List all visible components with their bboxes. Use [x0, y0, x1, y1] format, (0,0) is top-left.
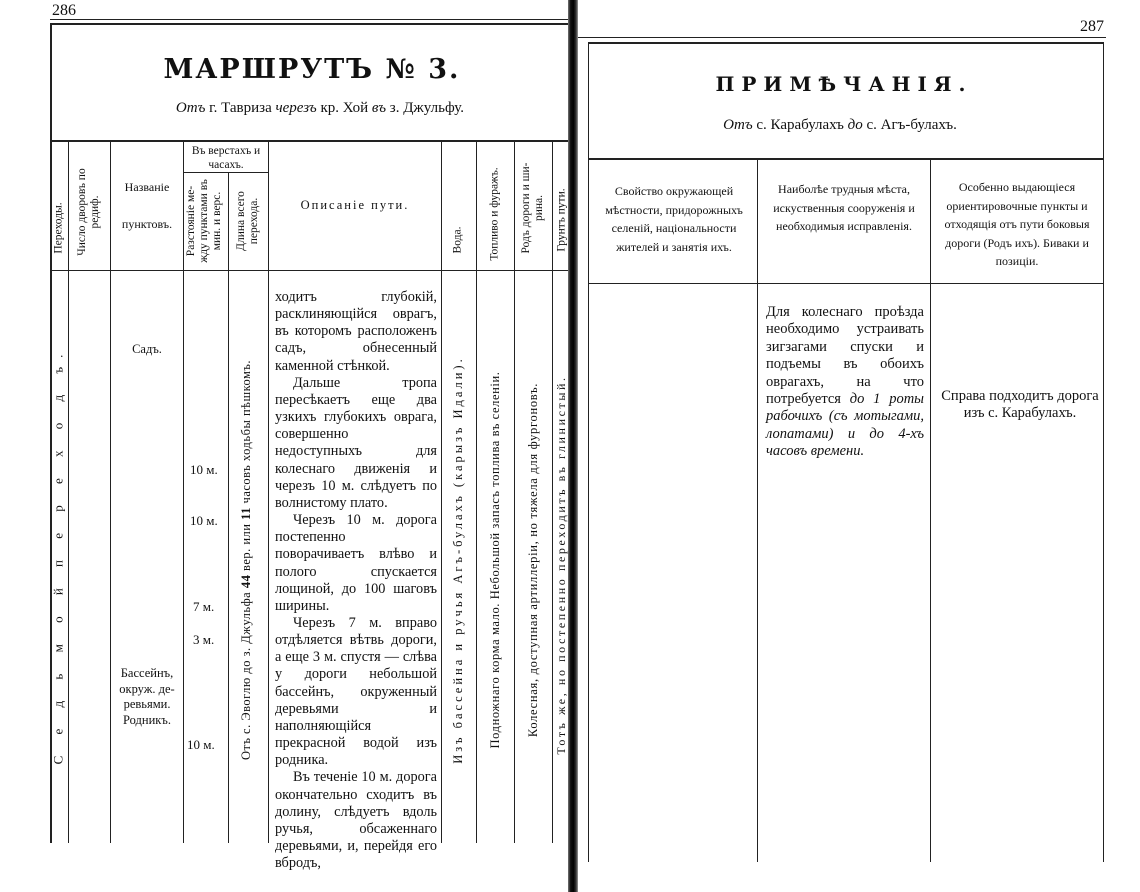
- point-pool: Бассейнъ, окруж. де- ревьями. Родникъ.: [119, 666, 175, 727]
- right-frame-right: [1103, 42, 1104, 862]
- distance-value: 10 м.: [190, 513, 218, 528]
- description-paragraph: ходитъ глубокій, расклиняющійся оврагъ, въ которомъ расположенъ садъ, обнесенный каменной стѣнкой.: [275, 289, 437, 374]
- header-distance-between: Разстояніе ме- жду пунктами въ мин. и верс.: [185, 179, 224, 263]
- col-sep: [68, 140, 69, 843]
- header-total-length: Длина всего перехода.: [234, 191, 260, 251]
- route-subtitle: Отъ г. Тавриза черезъ кр. Хой въ з. Джульфу.: [175, 100, 465, 116]
- description-paragraph: Въ теченіе 10 м. дорога окончательно сходитъ въ долину, слѣдуетъ вдоль ручья, обсаженнаго деревьями, и, перейдя его вбродъ,: [275, 769, 437, 872]
- route-description: [275, 289, 437, 872]
- col-sep: [476, 140, 477, 843]
- col-sep: [441, 140, 442, 843]
- notes-subtitle: Отъ с. Карабулахъ до с. Агъ-булахъ.: [723, 117, 957, 133]
- left-top-rule-2: [50, 23, 568, 25]
- description-paragraph: Черезъ 10 м. дорога постепенно поворачиваетъ влѣво и полого спускается лощиной, до 100 шаговъ ширины.: [275, 512, 437, 614]
- notable-note: Справа подходитъ дорога изъ с. Карабулахъ.: [941, 388, 1099, 422]
- right-page-number: 287: [1080, 18, 1104, 35]
- header-soil: Грунтъ пути.: [555, 188, 568, 252]
- header-terrain: Свойство окружающей мѣстности, придорожныхъ селеній, національности жителей и занятія ихъ.: [605, 184, 743, 254]
- header-households: Число дворовъ по редиф.: [75, 168, 101, 256]
- header-water: Вода.: [451, 226, 464, 254]
- header-fuel-forage: Топливо и фуражъ.: [488, 167, 501, 261]
- crossing-label: С е д ь м о й п е р е х о д ъ.: [50, 345, 66, 765]
- route-title: МАРШРУТЪ № 3.: [163, 54, 461, 85]
- left-top-rule: [50, 19, 568, 20]
- col-sep: [228, 172, 229, 843]
- right-frame-left: [588, 42, 589, 862]
- left-page-number: 286: [52, 2, 76, 19]
- col-sep: [930, 158, 931, 862]
- distance-value: 7 м.: [193, 599, 215, 614]
- right-top-rule-2: [588, 42, 1104, 44]
- road-text: Колесная, доступная артиллеріи, но тяжела для фургоновъ.: [525, 382, 540, 738]
- notes-header-bottom-rule: [588, 283, 1104, 284]
- header-route-description: Описаніе пути.: [300, 198, 410, 212]
- water-text: Изъ бассейна и ручья Агъ-булахъ (карызъ Идали).: [450, 356, 465, 764]
- col-sep: [757, 158, 758, 862]
- col-sep: [552, 140, 553, 843]
- fuel-text: Подножнаго корма мало. Небольшой запасъ топлива въ селеніи.: [487, 371, 502, 749]
- col-sep: [183, 140, 184, 843]
- description-paragraph: Дальше тропа пересѣкаетъ еще два узкихъ глубокихъ оврага, совершенно недоступныхъ для колеснаго движенія и черезъ 10 м. слѣдуетъ по волнистому плато.: [275, 374, 437, 511]
- description-paragraph: Черезъ 7 м. вправо отдѣляется вѣтвь дороги, а еще 3 м. спустя — слѣва у дороги небольшой бассейнъ, окруженный деревьями и наполняющійся прекрасной водой изъ родника.: [275, 614, 437, 769]
- table-top-rule: [50, 140, 568, 142]
- header-road-type: Родъ дороги и ши- рина.: [519, 162, 545, 254]
- point-garden: Садъ.: [132, 342, 162, 356]
- header-difficult: Наиболѣе трудныя мѣста, искуственныя сооруженія и необходимыя исправленія.: [773, 182, 915, 234]
- book-gutter: [568, 0, 578, 892]
- header-versts-group: Въ верстахъ и часахъ.: [191, 145, 261, 172]
- header-point-name: Названіе пунктовъ.: [121, 180, 173, 231]
- difficult-note: Для колеснаго проѣзда необходимо устраивать зигзагами спуски и подъемы въ обоихъ оврагахъ, на что потребуется до 1 роты рабочихъ (съ мотыгами, лопатами) и до 4-хъ часовъ времени.: [766, 304, 924, 460]
- notes-table-top-rule: [588, 158, 1104, 160]
- table-header-bottom-rule: [50, 270, 568, 271]
- distance-value: 3 м.: [193, 632, 215, 647]
- col-sep: [110, 140, 111, 843]
- col-sep: [268, 140, 269, 843]
- right-top-rule: [578, 37, 1106, 38]
- col-sep: [514, 140, 515, 843]
- header-notable: Особенно выдающіеся ориентировочные пункты и отходящія отъ пути боковыя дороги (Родъ ихъ). Биваки и позиціи.: [944, 180, 1090, 269]
- header-crossings: Переходы.: [52, 202, 65, 254]
- distance-value: 10 м.: [190, 462, 218, 477]
- notes-title: ПРИМѢЧАНІЯ.: [715, 72, 973, 96]
- total-length-text: Отъ с. Эвоглю до з. Джульфа 44 вер. или 11 часовъ ходьбы пѣшкомъ.: [238, 359, 253, 761]
- distance-value: 10 м.: [187, 737, 215, 752]
- soil-text: Тотъ же, но постепенно переходитъ въ глинистый.: [554, 375, 569, 755]
